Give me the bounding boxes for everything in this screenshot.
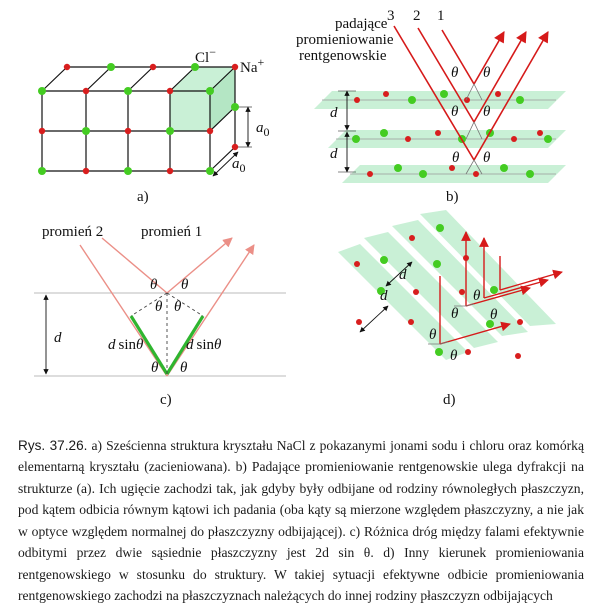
d-label-d1: d bbox=[399, 267, 407, 283]
figure-number: Rys. 37.26. bbox=[18, 437, 88, 453]
svg-text:θ: θ bbox=[180, 360, 188, 376]
svg-text:a0: $a_0$ bbox=[256, 120, 270, 139]
ray-number-3: 3 bbox=[387, 8, 395, 24]
figure-caption bbox=[18, 435, 584, 607]
panel-c-label: c) bbox=[160, 392, 172, 408]
dsin-label-left: d sinθ bbox=[108, 337, 144, 353]
d-label-b1: d bbox=[330, 105, 338, 121]
svg-text:a0: $a_0$ bbox=[232, 156, 246, 175]
svg-text:θ: θ bbox=[151, 360, 159, 376]
dsin-label-right: d sinθ bbox=[186, 337, 222, 353]
svg-text:θ: θ bbox=[450, 348, 458, 364]
panel-b-label: b) bbox=[446, 189, 459, 205]
svg-text:θ: θ bbox=[452, 150, 460, 166]
svg-text:θ: θ bbox=[451, 306, 459, 322]
d-label-d2: d bbox=[380, 288, 388, 304]
svg-text:θ: θ bbox=[490, 307, 498, 323]
ray1-label: promień 1 bbox=[141, 224, 203, 240]
ray2-label: promień 2 bbox=[42, 224, 104, 240]
svg-text:θ: θ bbox=[483, 65, 491, 81]
panel-b-diffraction-planes bbox=[296, 8, 566, 205]
svg-text:θ: θ bbox=[451, 104, 459, 120]
svg-text:θ: θ bbox=[174, 299, 182, 315]
ray-number-1: 1 bbox=[437, 8, 445, 24]
svg-text:Cl−: Cl− bbox=[195, 45, 216, 66]
a0-label: a bbox=[256, 120, 264, 136]
svg-text:θ: θ bbox=[483, 150, 491, 166]
cl-label: Cl bbox=[195, 50, 210, 66]
ray-number-2: 2 bbox=[413, 8, 421, 24]
caption-text: a) Sześcienna struktura kryształu NaCl z pokazanymi jonami sodu i chloru oraz komórką elementarną kryształu (zacieniowana). b) Padające promieniowanie rentgenowskie ulega dyfrakcji na strukturze (a). Ich ugięcie zachodzi tak, jak gdyby były odbijane od rodziny równoległych płaszczyzn, pod kątem odbicia równym kątowi ich padania (oba kąty są mierzone względem płaszczyzny, a nie jak w optyce względem normalnej do płaszczyzny odbijającej). c) Różnica dróg między falami efektywnie odbitymi przez dwie sąsiednie płaszczyzny jest 2d sin θ. d) Inny kierunek promieniowania rentgenowskiego w stosunku do struktury. W takiej sytuacji efektywne odbicie promieniowania rentgenowskiego zachodzi na płaszczyznach należących do innej rodziny płaszczyzn odbijających bbox=[18, 437, 585, 604]
d-label-c: d bbox=[54, 330, 62, 346]
svg-text:Na+: Na+ bbox=[240, 55, 265, 76]
panel-d-other-planes bbox=[338, 210, 562, 408]
svg-text:θ: θ bbox=[483, 104, 491, 120]
theta-b1: θ bbox=[451, 65, 459, 81]
a0-label-diag: a bbox=[232, 156, 240, 172]
svg-text:θ: θ bbox=[429, 327, 437, 343]
svg-text:θ: θ bbox=[473, 288, 481, 304]
panel-c-path-difference bbox=[34, 224, 286, 408]
incident-label-3: rentgenowskie bbox=[299, 48, 387, 64]
na-label: Na bbox=[240, 60, 258, 76]
panel-a-label: a) bbox=[137, 189, 149, 205]
svg-text:θ: θ bbox=[155, 299, 163, 315]
panel-a-nacl-lattice bbox=[38, 45, 270, 205]
d-label-b2: d bbox=[330, 146, 338, 162]
incident-label-2: promieniowanie bbox=[296, 32, 394, 48]
svg-text:θ: θ bbox=[150, 277, 158, 293]
incident-label-1: padające bbox=[335, 16, 388, 32]
panel-d-label: d) bbox=[443, 392, 456, 408]
svg-text:θ: θ bbox=[181, 277, 189, 293]
